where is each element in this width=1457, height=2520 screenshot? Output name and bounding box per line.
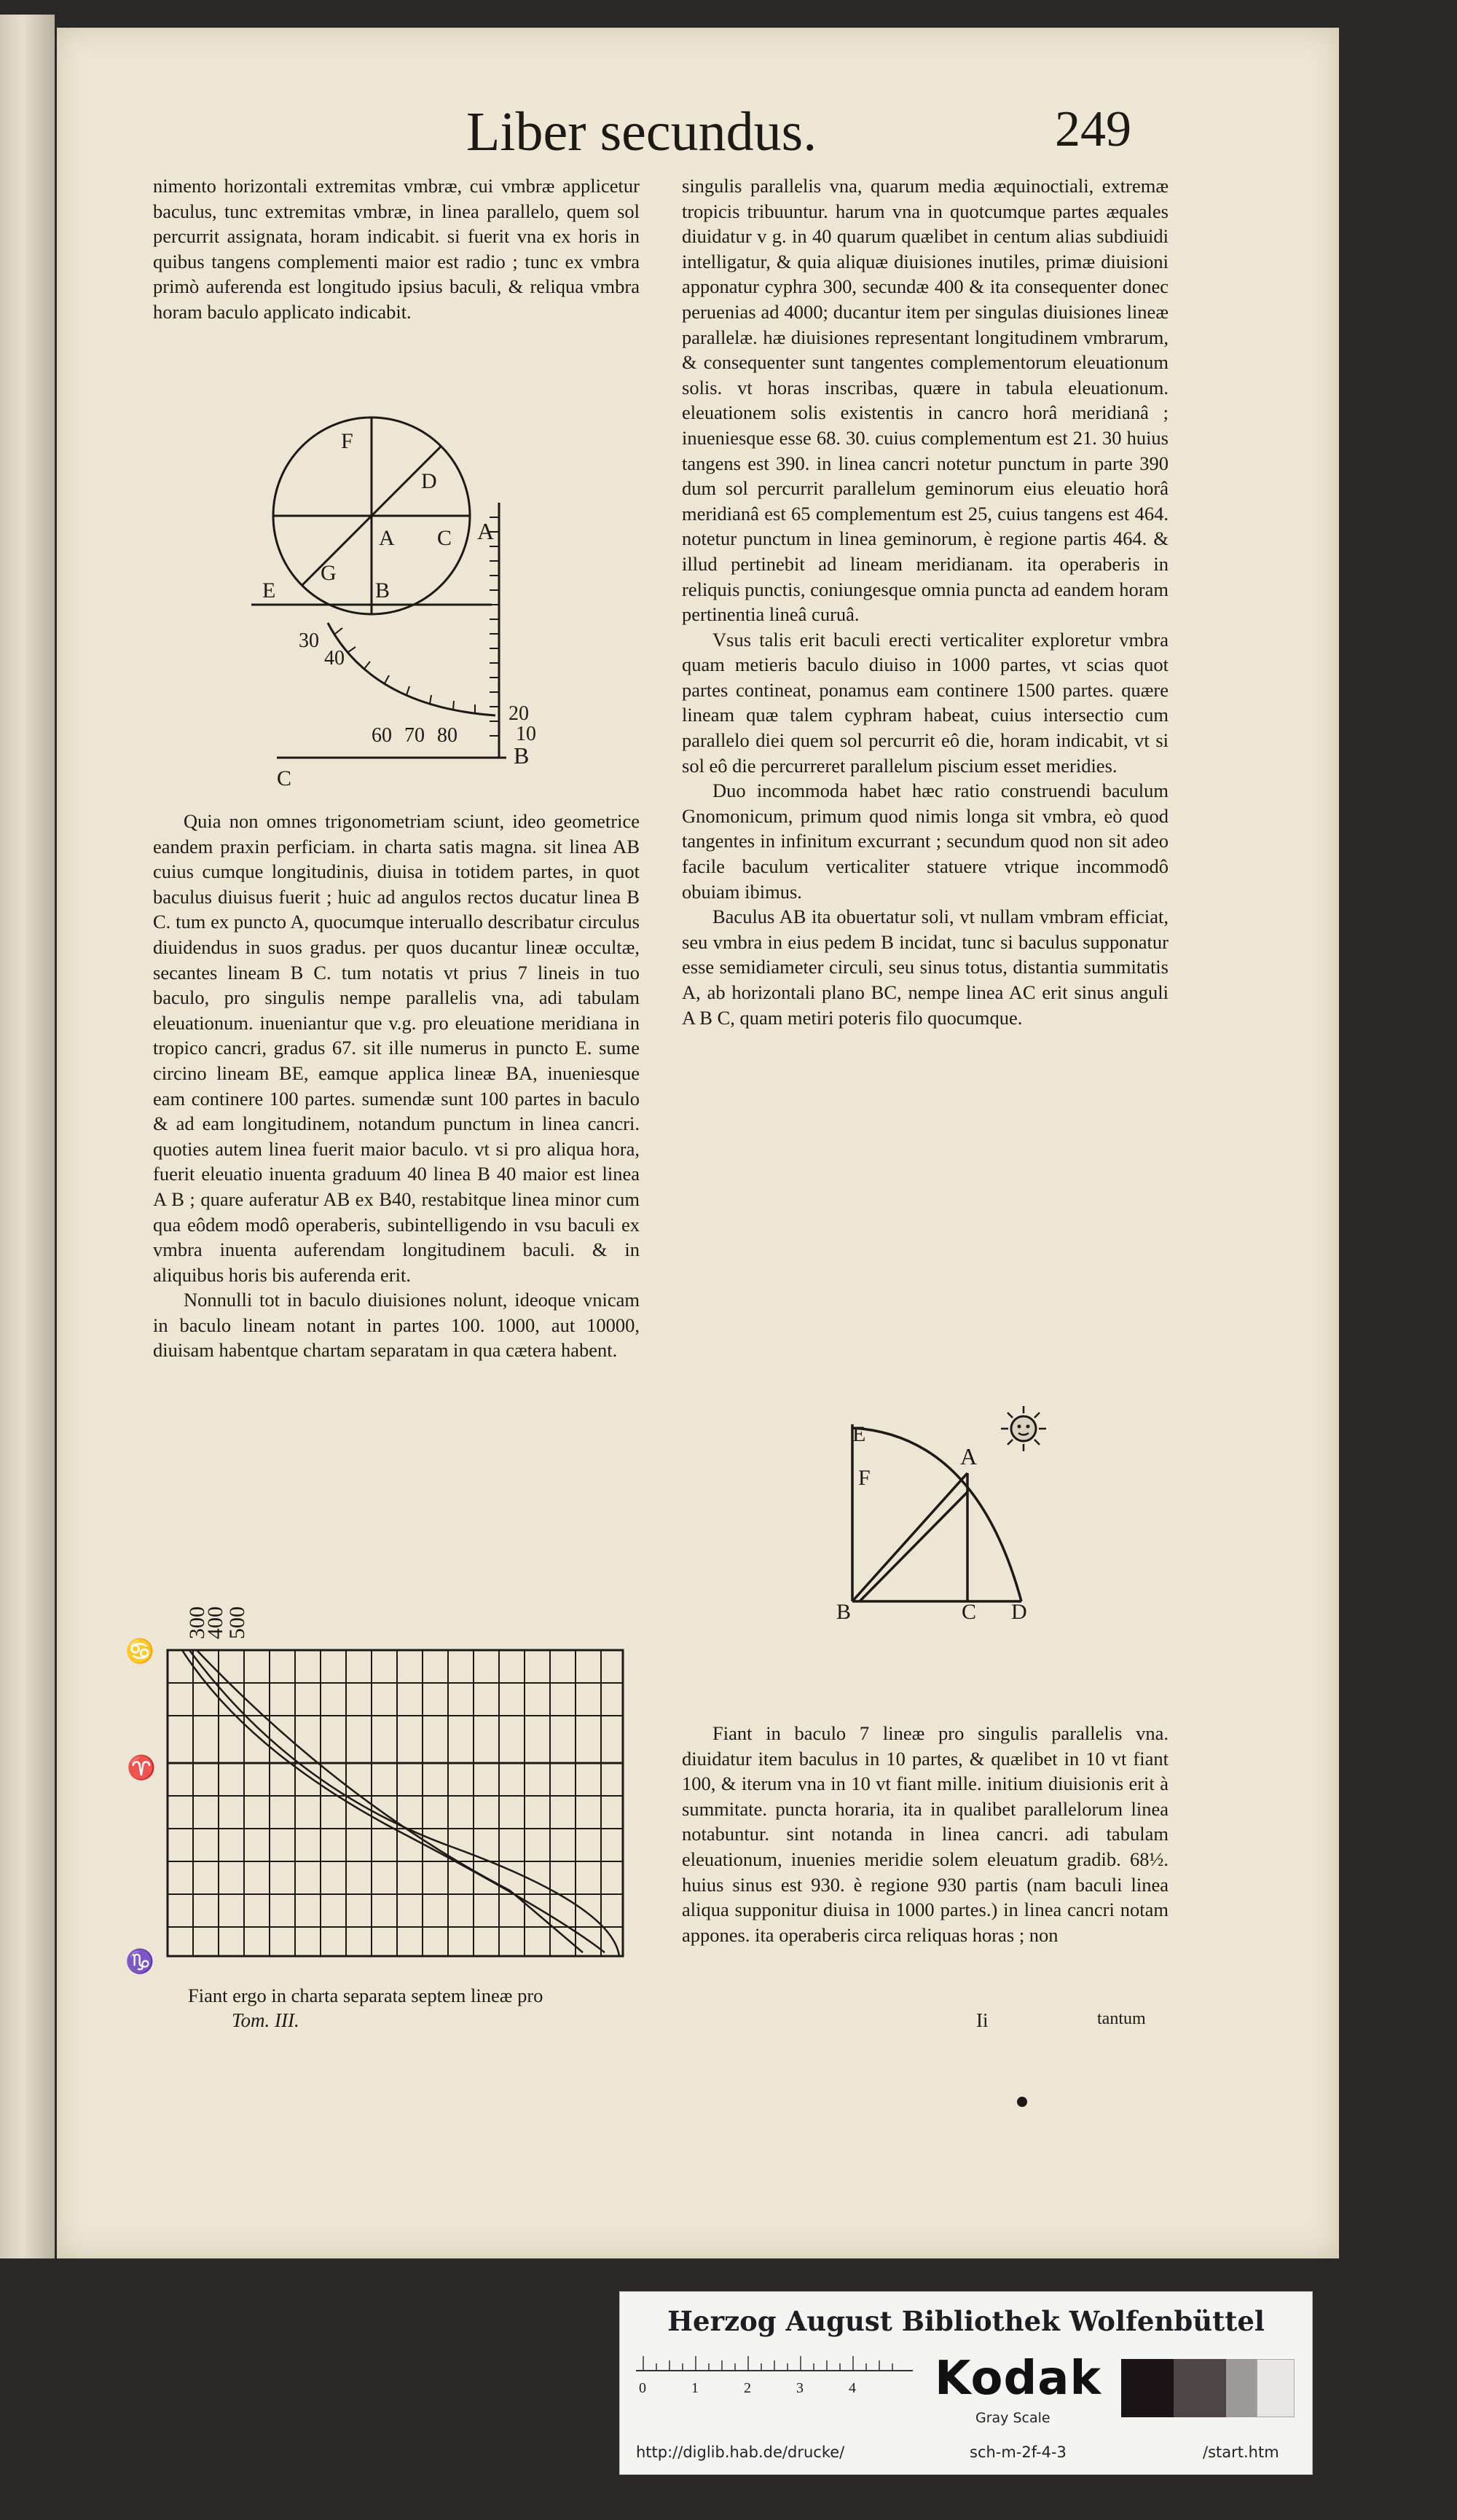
label-c: C [962, 1600, 977, 1624]
ruler-1: 1 [691, 2380, 699, 2396]
ruler-4: 4 [849, 2380, 856, 2396]
ruler-3: 3 [796, 2380, 804, 2396]
label-b-outer: B [514, 742, 530, 769]
label-a-outer: A [477, 518, 495, 544]
right-column-bottom [682, 1721, 1169, 1947]
label-c-outer: C [277, 766, 292, 790]
left-column-middle [153, 809, 640, 1363]
label-300: 300 [185, 1606, 209, 1639]
label-g: G [321, 561, 337, 585]
cancer-sign: ♋ [125, 1638, 154, 1664]
paragraph: Quia non omnes trigonometriam sciunt, ideo geometrice eandem praxin perficiam. in charta satis magna. sit linea AB cuius cumque longitudinis, diuisa in totidem partes, in quot baculus diuisus fuerit ; huic ad angulos rectos ducatur linea B C. tum ex puncto A, quocumque interuallo describatur circulus diuidendus in suos gradus. per quos ducantur lineæ occultæ, secantes lineam B C. tum notatis vt prius 7 lineis in tuo baculo, pro singulis nempe parallelis vna, adi tabulam eleuationum. inueniantur que v.g. pro eleuatione meridiana in tropico cancri, gradus 67. sit ille numerus in puncto E. sume circino lineam BE, eamque applica lineæ BA, inueniesque eam continere 100 partes. sumendæ sunt 100 partes in baculo & ad eam longitudinem, notandum punctum in linea cancri. quoties autem linea fuerit maior baculo. vt si pro aliqua hora, fuerit eleuatio inuenta graduum 40 linea B 40 maior est linea A B ; quare auferatur AB ex B40, restabitque linea minor cum qua eôdem modô operaberis, subintelligendo in vsu baculi ex vmbra inuenta auferendam longitudinem baculi. & in aliquibus horis bis auferenda erit. [153, 810, 640, 1286]
page-number: 249 [1055, 101, 1131, 157]
figure-circle-construction [219, 415, 554, 794]
paragraph: singulis parallelis vna, quarum media æquinoctiali, extremæ tropicis tribuuntur. harum vna in quotcumque partes æquales diuidatur v g. in 40 quarum quælibet in centum alias subdiuidi intelligatur, & quia aliquæ diuisiones inutiles, primæ diuisioni apponatur cyphra 300, secundæ 400 & ita consequenter donec peruenias ad 4000; ducantur item per singulas diuisiones lineæ parallelæ. hæ diuisiones representant longitudinem vmbrarum, & consequenter sunt tangentes complementorum eleuationum solis. vt horas inscribas, quære in tabula eleuationum. eleuationem solis existentis in cancro horâ meridianâ ; inueniesque esse 68. 30. cuius complementum est 21. 30 huius tangens est 390. in linea cancri notetur punctum in parte 390 dum sol percurrit parallelum geminorum eius eleuatio horâ meridianâ est 65 complementum est 25, cuius tangens est 464. notetur punctum in linea geminorum, è regione partis 464. & illud pertinebit ad lineam meridianam. ita operaberis in reliquis punctis, coniungesque omnia puncta ad eandem horam pertinentia lineâ curuâ. [682, 175, 1169, 626]
label-d: D [421, 469, 437, 493]
ruler-0: 0 [639, 2380, 646, 2396]
label-400: 400 [203, 1606, 227, 1639]
paragraph: Duo incommoda habet hæc ratio construendi baculum Gnomonicum, primum quod nimis longa sit vmbra, eò quod tangentes in infinitum excurrant ; secundum quod non sit adeo facile baculum verticaliter statuere vtrique incommodô obuiam ibimus. [682, 780, 1169, 903]
paragraph: Fiant in baculo 7 lineæ pro singulis parallelis vna. diuidatur item baculus in 10 partes, & quælibet in 10 vt fiant 100, & iterum vna in 10 vt fiant mille. initium diuisionis erit à summitate. puncta horaria, ita in qualibet parallelorum linea notabuntur. sint notanda in linea cancri. adi tabulam eleuationum, inuenies meridie solem eleuatum gradib. 68½. huius sinus est 930. è regione 930 partis (nam baculi linea aliqua supponitur diuisa in 1000 partes.) in linea cancri notam appones. ita operaberis circa reliquas horas ; non [682, 1722, 1169, 1946]
library-color-card [619, 2291, 1313, 2475]
gray-patch-black [1121, 2359, 1174, 2417]
label-a: A [379, 526, 395, 550]
paragraph: Fiant ergo in charta separata septem lineæ pro [188, 1985, 543, 2006]
running-title: Liber secundus. [466, 101, 817, 162]
library-name: Herzog August Bibliothek Wolfenbüttel [667, 2305, 1265, 2337]
label-10: 10 [516, 723, 536, 745]
library-url: http://diglib.hab.de/drucke/ [636, 2444, 845, 2461]
gray-scale-label: Gray Scale [975, 2410, 1050, 2426]
label-60: 60 [372, 724, 392, 747]
label-70: 70 [404, 724, 425, 747]
paragraph: Baculus AB ita obuertatur soli, vt nullam vmbram efficiat, seu vmbra in eius pedem B incidat, tunc si baculus supponatur esse semidiameter circuli, seu sinus totus, distantia summitatis A, ab horizontali plano BC, nempe linea AC erit sinus anguli A B C, quam metiri poteris filo quocumque. [682, 906, 1169, 1029]
left-column-top [153, 173, 640, 325]
ink-dot [1017, 2097, 1027, 2107]
label-e: E [852, 1422, 866, 1446]
gray-patch-light [1257, 2359, 1295, 2417]
gray-patch-mid [1226, 2359, 1257, 2417]
label-c: C [437, 526, 452, 550]
label-d: D [1011, 1600, 1027, 1624]
label-e: E [262, 578, 276, 602]
shelfmark: sch-m-2f-4-3 [970, 2444, 1067, 2461]
label-b: B [375, 578, 390, 602]
capricorn-sign: ♑ [125, 1948, 154, 1974]
ruler-scale [636, 2350, 913, 2401]
label-f: F [341, 429, 353, 453]
gray-patch-dark [1174, 2359, 1226, 2417]
start-link: /start.htm [1203, 2444, 1279, 2461]
aries-sign: ♈ [127, 1754, 156, 1781]
label-b: B [836, 1600, 852, 1624]
label-f: F [858, 1466, 871, 1490]
right-column-top [682, 173, 1169, 1030]
paragraph: Vsus talis erit baculi erecti verticaliter exploretur vmbra quam metieris baculo diuiso in 1000 partes, vt scias quot partes contineat, ponamus eam continere 1500 partes. quære lineam quæ talem cyphram habeat, cuius intersectio cum parallelo diei quem sol percurrit eô die, horam indicabit, vt si sol eô die percurreret parallelum piscium esset meridies. [682, 628, 1169, 777]
kodak-logo: Kodak [935, 2352, 1101, 2406]
label-30: 30 [299, 629, 319, 652]
catch-mark: Ii [976, 2009, 989, 2031]
signature-mark: Tom. III. [232, 2009, 299, 2031]
figure-grid-chart [117, 1585, 641, 1978]
label-80: 80 [437, 724, 457, 747]
label-40: 40 [324, 647, 345, 670]
sun-face-icon [1000, 1405, 1048, 1453]
ruler-2: 2 [744, 2380, 751, 2396]
label-500: 500 [225, 1606, 249, 1639]
paragraph: nimento horizontali extremitas vmbræ, cui vmbræ applicetur baculus, tunc extremitas vmbræ, in linea parallelo, quem sol percurrit assignata, horam indicabit. si fuerit vna ex horis in quibus tangens complementi maior est radio ; tunc ex vmbra primò auferenda est longitudo ipsius baculi, & reliqua vmbra horam baculo applicato indicabit. [153, 175, 640, 323]
label-20: 20 [508, 702, 529, 725]
label-a: A [960, 1443, 978, 1469]
left-bottom-line [188, 1983, 640, 2009]
paragraph: Nonnulli tot in baculo diuisiones nolunt, ideoque vnicam in baculo lineam notant in partes 100. 1000, aut 10000, diuisam habentque chartam separatam in qua cætera habent. [153, 1289, 640, 1362]
catchword: tantum [1097, 2009, 1146, 2028]
facing-page-edge [0, 15, 55, 2258]
